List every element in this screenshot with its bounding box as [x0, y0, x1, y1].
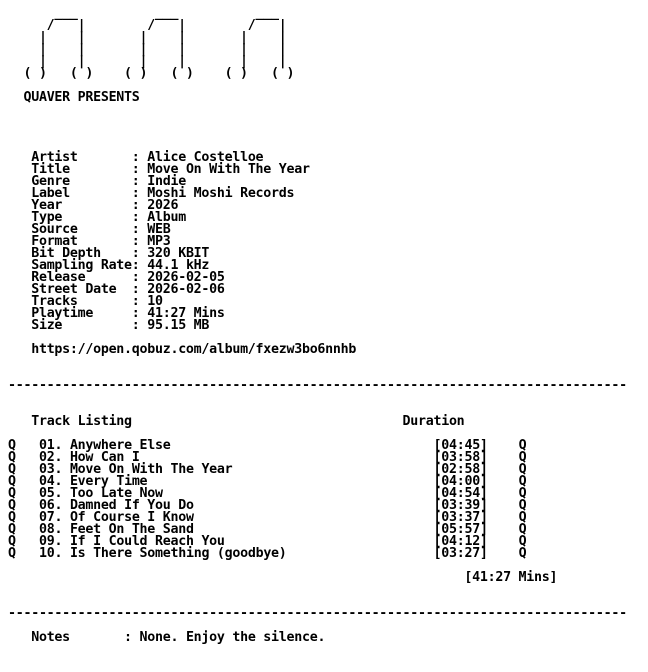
track-title: Anywhere Else	[69, 438, 171, 453]
info-label: Source	[31, 222, 132, 237]
track-listing-label: Track Listing	[31, 414, 132, 429]
info-label: Street Date	[31, 282, 132, 297]
info-row: Playtime : 41:27 Mins	[31, 306, 225, 321]
track-marker: Q	[518, 498, 527, 513]
track-number: 07.	[38, 510, 63, 525]
track-duration: [03:27]	[433, 546, 488, 561]
info-row: Size : 95.15 MB	[31, 318, 210, 333]
track-number: 09.	[38, 534, 63, 549]
track-marker: Q	[518, 474, 527, 489]
track-marker: Q	[8, 474, 16, 489]
logo-line-5: | | | | | |	[8, 54, 287, 69]
logo-line-4: | | | | | |	[8, 42, 287, 57]
track-title: Is There Something (goodbye)	[69, 546, 287, 561]
info-row: Tracks : 10	[31, 294, 163, 309]
track-duration: [04:00]	[433, 474, 488, 489]
info-row: Title : Move On With The Year	[31, 162, 310, 177]
track-marker: Q	[8, 546, 16, 561]
album-url[interactable]: https://open.qobuz.com/album/fxezw3bo6nnhb	[31, 342, 357, 357]
track-listing-header	[8, 416, 627, 428]
info-value: 10	[147, 294, 163, 309]
track-marker: Q	[518, 546, 527, 561]
notes-line: Notes : None. Enjoy the silence.	[31, 630, 326, 645]
info-block	[8, 152, 627, 332]
info-label: Playtime	[31, 306, 132, 321]
info-row: Bit Depth : 320 KBIT	[31, 246, 210, 261]
track-row	[8, 548, 627, 560]
track-marker: Q	[8, 438, 16, 453]
track-duration: [03:37]	[433, 510, 488, 525]
track-title: If I Could Reach You	[69, 534, 225, 549]
info-value: Indie	[147, 174, 186, 189]
track-number: 01.	[38, 438, 63, 453]
presenter-text: QUAVER PRESENTS	[23, 90, 140, 105]
notes-label: Notes	[31, 630, 125, 645]
info-row: Label : Moshi Moshi Records	[31, 186, 295, 201]
info-label: Bit Depth	[31, 246, 132, 261]
track-duration: [04:45]	[433, 438, 488, 453]
info-value: 95.15 MB	[147, 318, 210, 333]
track-marker: Q	[8, 534, 16, 549]
info-value: Move On With The Year	[147, 162, 310, 177]
info-label: Release	[31, 270, 132, 285]
track-marker: Q	[8, 498, 16, 513]
info-value: 44.1 kHz	[147, 258, 210, 273]
info-value: WEB	[147, 222, 171, 237]
track-number: 03.	[38, 462, 63, 477]
track-marker: Q	[8, 462, 16, 477]
info-label: Artist	[31, 150, 132, 165]
info-label: Year	[31, 198, 132, 213]
logo-line-1: ___ ___ ___	[8, 6, 279, 21]
track-marker: Q	[8, 450, 16, 465]
track-marker: Q	[518, 534, 527, 549]
track-number: 06.	[38, 498, 63, 513]
track-duration: [03:39]	[433, 498, 488, 513]
total-time: [41:27 Mins]	[464, 570, 558, 585]
track-duration: [03:58]	[433, 450, 488, 465]
logo-line-6: ( ) ( ) ( ) ( ) ( ) ( )	[8, 66, 295, 81]
track-duration: [05:57]	[433, 522, 488, 537]
track-title: Feet On The Sand	[69, 522, 194, 537]
info-value: 41:27 Mins	[147, 306, 225, 321]
info-row: Year : 2026	[31, 198, 179, 213]
track-duration: [02:58]	[433, 462, 488, 477]
info-label: Size	[31, 318, 132, 333]
info-label: Format	[31, 234, 132, 249]
info-value: MP3	[147, 234, 171, 249]
track-number: 02.	[38, 450, 63, 465]
track-number: 04.	[38, 474, 63, 489]
presenter-line	[8, 92, 627, 104]
track-duration: [04:54]	[433, 486, 488, 501]
info-value: 2026-02-05	[147, 270, 225, 285]
track-marker: Q	[518, 450, 527, 465]
info-value: 2026-02-06	[147, 282, 225, 297]
logo-line-3: | | | | | |	[8, 30, 287, 45]
info-row: Release : 2026-02-05	[31, 270, 225, 285]
separator-line: --------------------------------------------------------------------------------	[8, 606, 627, 621]
track-marker: Q	[8, 522, 16, 537]
info-label: Label	[31, 186, 132, 201]
track-marker: Q	[518, 510, 527, 525]
nfo-text	[8, 8, 627, 644]
track-number: 08.	[38, 522, 63, 537]
track-title: Every Time	[69, 474, 148, 489]
track-duration: [04:12]	[433, 534, 488, 549]
url-line	[8, 344, 627, 356]
track-marker: Q	[518, 438, 527, 453]
track-marker: Q	[518, 462, 527, 477]
duration-label: Duration	[402, 414, 465, 429]
info-row: Sampling Rate: 44.1 kHz	[31, 258, 210, 273]
info-value: Alice Costelloe	[147, 150, 264, 165]
info-row: Source : WEB	[31, 222, 171, 237]
info-value: Moshi Moshi Records	[147, 186, 295, 201]
track-list	[8, 440, 627, 560]
info-value: 320 KBIT	[147, 246, 210, 261]
info-row: Genre : Indie	[31, 174, 186, 189]
notes-value: None. Enjoy the silence.	[139, 630, 326, 645]
info-row: Artist : Alice Costelloe	[31, 150, 264, 165]
track-number: 05.	[38, 486, 63, 501]
info-value: 2026	[147, 198, 179, 213]
track-title: Of Course I Know	[69, 510, 194, 525]
info-label: Title	[31, 162, 132, 177]
logo-line-2: / | / | / |	[8, 18, 287, 33]
track-title: Too Late Now	[69, 486, 163, 501]
track-marker: Q	[518, 486, 527, 501]
info-label: Sampling Rate	[31, 258, 132, 273]
info-value: Album	[147, 210, 186, 225]
info-label: Tracks	[31, 294, 132, 309]
track-marker: Q	[8, 486, 16, 501]
total-time-line	[8, 572, 627, 584]
separator-line: --------------------------------------------------------------------------------	[8, 378, 627, 393]
info-row: Street Date : 2026-02-06	[31, 282, 225, 297]
track-marker: Q	[8, 510, 16, 525]
track-title: How Can I	[69, 450, 140, 465]
info-label: Type	[31, 210, 132, 225]
info-label: Genre	[31, 174, 132, 189]
info-row: Type : Album	[31, 210, 186, 225]
track-title: Damned If You Do	[69, 498, 194, 513]
track-marker: Q	[518, 522, 527, 537]
info-row: Format : MP3	[31, 234, 171, 249]
track-number: 10.	[38, 546, 63, 561]
track-title: Move On With The Year	[69, 462, 233, 477]
